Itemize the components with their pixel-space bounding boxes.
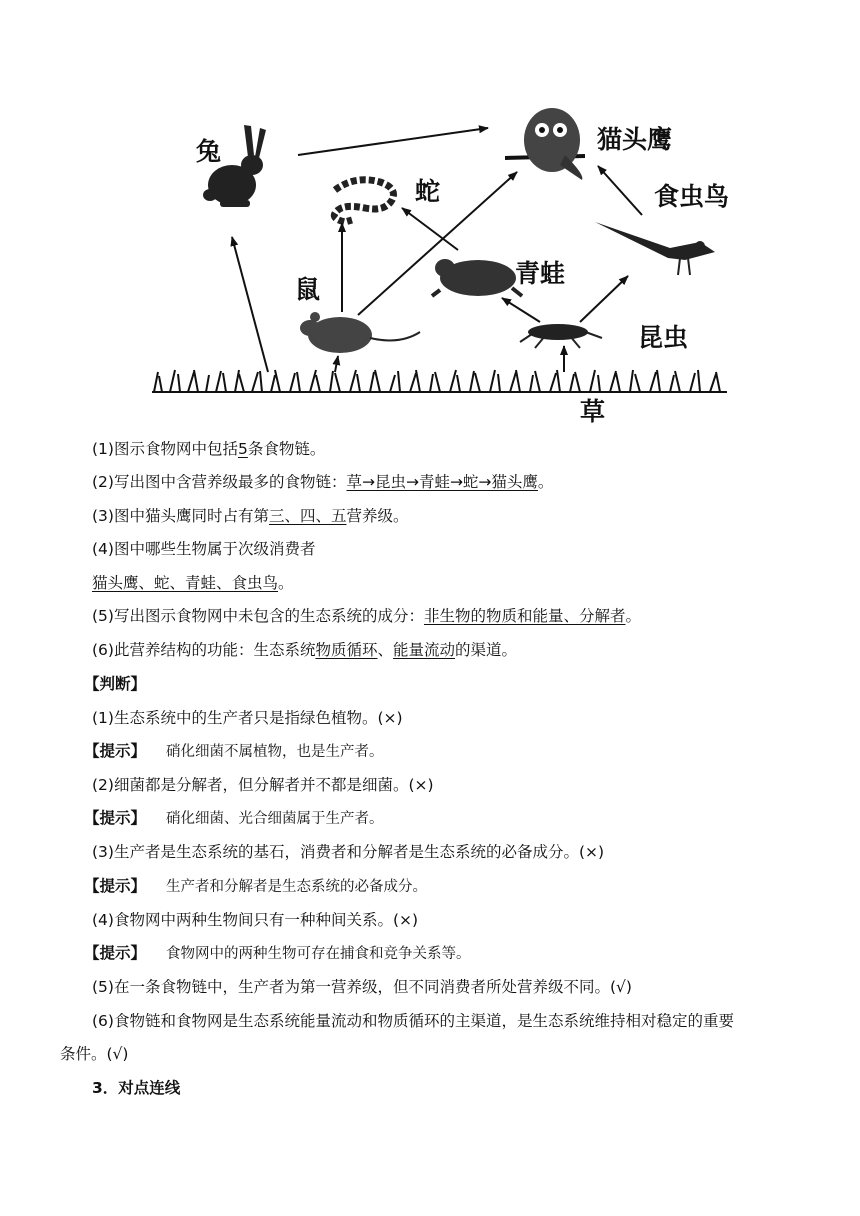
grass-illustration <box>152 368 727 394</box>
q6-separator: 、 <box>377 641 393 659</box>
judge-statement-1: (1)生态系统中的生产者只是指绿色植物。(×) <box>92 709 403 727</box>
label-insectivorous-bird: 食虫鸟 <box>654 182 730 211</box>
judge-statement-5: (5)在一条食物链中，生产者为第一营养级，但不同消费者所处营养级不同。(√) <box>92 978 632 996</box>
label-owl: 猫头鹰 <box>597 125 673 154</box>
judge-hint-1 <box>84 740 384 763</box>
q2-answer: 草→昆虫→青蛙→蛇→猫头鹰 <box>346 473 538 491</box>
judge-hint-2 <box>84 807 384 830</box>
judge-statement-6-line-2: 条件。(√) <box>60 1045 129 1063</box>
question-4 <box>92 538 315 560</box>
hint-label: 【提示】 <box>84 944 147 962</box>
label-insect: 昆虫 <box>638 323 689 352</box>
mouse-illustration <box>300 312 420 353</box>
arrow-insect-to-frog <box>502 298 540 322</box>
judge-statement-6-line-1: (6)食物链和食物网是生态系统能量流动和物质循环的主渠道，是生态系统维持相对稳定的重要 <box>92 1012 734 1030</box>
judge-statement-4: (4)食物网中两种生物间只有一种种间关系。(×) <box>92 911 419 929</box>
hint-label: 【提示】 <box>84 877 147 895</box>
snake-illustration <box>334 180 393 222</box>
q6-answer-1: 物质循环 <box>315 641 378 659</box>
q6-answer-2: 能量流动 <box>393 641 456 659</box>
section-3-heading: 3．对点连线 <box>92 1079 181 1097</box>
q4-text: (4)图中哪些生物属于次级消费者 <box>92 540 316 558</box>
judge-heading: 【判断】 <box>84 675 147 693</box>
judge-hint-3 <box>84 875 427 898</box>
label-mouse: 鼠 <box>295 275 321 304</box>
hint-text: 硝化细菌、光合细菌属于生产者。 <box>166 811 384 827</box>
arrow-frog-to-snake <box>402 208 458 250</box>
question-4-answer-line <box>92 572 294 594</box>
q3-prefix: (3)图中猫头鹰同时占有第 <box>92 507 269 525</box>
food-web-figure <box>140 100 760 430</box>
q5-suffix: 。 <box>625 607 641 625</box>
hint-label: 【提示】 <box>84 742 147 760</box>
q4-suffix: 。 <box>278 574 294 592</box>
owl-illustration <box>505 108 585 180</box>
q6-prefix: (6)此营养结构的功能：生态系统 <box>92 641 316 659</box>
hint-text: 生产者和分解者是生态系统的必备成分。 <box>166 879 428 895</box>
arrow-rabbit-to-owl <box>298 128 488 155</box>
q3-answer: 三、四、五 <box>268 507 347 525</box>
judge-statement-3: (3)生产者是生态系统的基石，消费者和分解者是生态系统的必备成分。(×) <box>92 843 605 861</box>
label-grass: 草 <box>580 397 606 426</box>
q5-answer: 非生物的物质和能量、分解者 <box>423 607 626 625</box>
frog-illustration <box>432 259 522 296</box>
question-5 <box>92 605 641 627</box>
label-rabbit: 兔 <box>196 137 222 166</box>
q2-suffix: 。 <box>537 473 554 491</box>
bird-illustration <box>595 222 715 275</box>
label-frog: 青蛙 <box>515 259 566 288</box>
hint-text: 硝化细菌不属植物，也是生产者。 <box>166 744 384 760</box>
q5-prefix: (5)写出图示食物网中未包含的生态系统的成分： <box>92 607 424 625</box>
hint-label: 【提示】 <box>84 809 147 827</box>
label-snake: 蛇 <box>415 177 441 206</box>
judge-hint-4 <box>84 942 471 965</box>
judge-statement-2: (2)细菌都是分解者，但分解者并不都是细菌。(×) <box>92 776 434 794</box>
q3-suffix: 营养级。 <box>346 507 409 525</box>
question-6 <box>92 639 517 661</box>
q1-prefix: (1)图示食物网中包括 <box>92 440 238 458</box>
q4-answer: 猫头鹰、蛇、青蛙、食虫鸟 <box>92 574 279 592</box>
hint-text: 食物网中的两种生物可存在捕食和竞争关系等。 <box>166 946 471 962</box>
q2-prefix: (2)写出图中含营养级最多的食物链： <box>92 473 347 491</box>
q1-answer: 5 <box>237 440 248 458</box>
q1-suffix: 条食物链。 <box>247 440 326 458</box>
arrow-insect-to-bird <box>580 276 628 322</box>
arrow-grass-to-rabbit <box>232 237 268 372</box>
q6-suffix: 的渠道。 <box>455 641 518 659</box>
question-3 <box>92 505 409 527</box>
question-2 <box>92 471 553 493</box>
insect-illustration <box>520 324 602 348</box>
question-1 <box>92 438 325 460</box>
arrow-bird-to-owl <box>598 166 642 215</box>
